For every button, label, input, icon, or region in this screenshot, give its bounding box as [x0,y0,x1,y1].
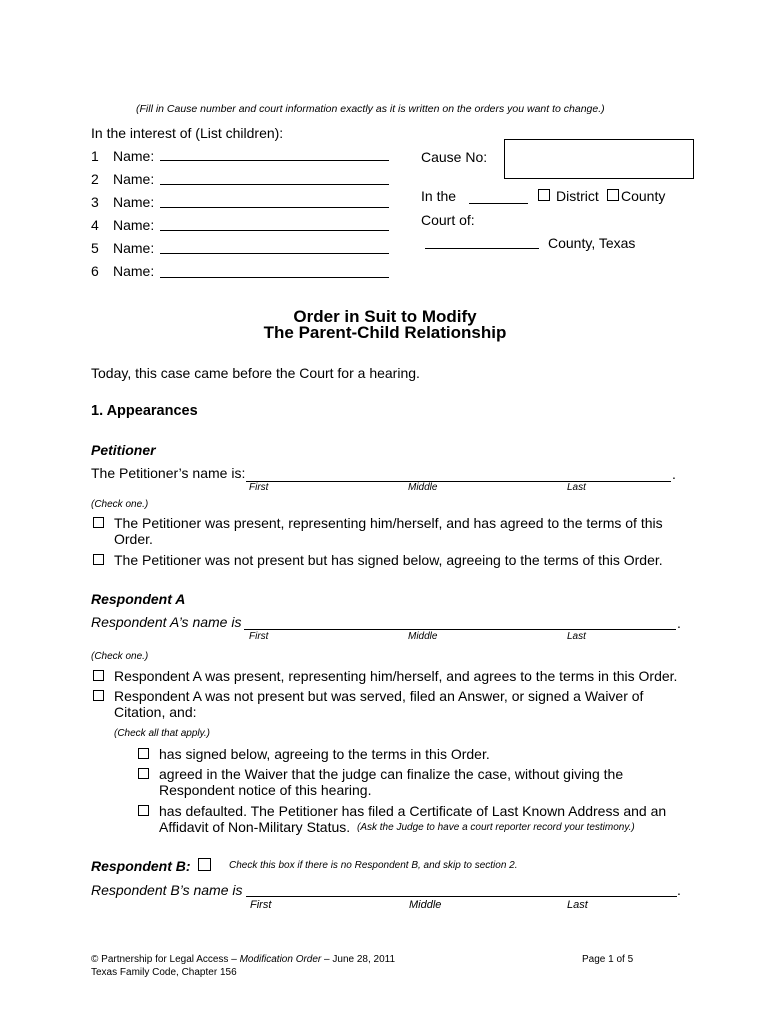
first-caption: First [250,899,272,911]
county-name-field[interactable] [425,248,539,249]
no-respondent-b-note: Check this box if there is no Respondent B, and skip to section 2. [229,860,518,871]
waiver-text: agreed in the Waiver that the judge can finalize the case, without giving the [159,766,624,782]
document-title-line2: The Parent-Child Relationship [263,323,507,342]
section-appearances-heading: 1. Appearances [91,403,198,419]
signed-below-checkbox[interactable] [138,748,149,759]
period: . [677,882,681,898]
waiver-checkbox[interactable] [138,768,149,779]
district-label: District [556,188,599,204]
defaulted-text-cont: Affidavit of Non-Military Status. [159,819,351,835]
child-number: 3 [91,194,99,210]
respondent-a-heading: Respondent A [91,591,186,607]
child-name-label: Name: [113,171,155,187]
child-number: 4 [91,217,99,233]
respondent-b-heading: Respondent B: [91,858,191,874]
waiver-text-cont: Respondent notice of this hearing. [159,782,372,798]
respondent-a-present-checkbox[interactable] [93,670,104,681]
middle-caption: Middle [408,631,438,642]
respondent-b-name-field[interactable] [246,896,677,897]
child-name-label: Name: [113,148,155,164]
intro-text: Today, this case came before the Court for a hearing. [91,365,420,381]
respondent-a-name-label: Respondent A’s name is [91,614,242,630]
petitioner-name-label: The Petitioner’s name is: [91,465,246,481]
signed-below-text: has signed below, agreeing to the terms in this Order. [159,746,490,762]
period: . [677,615,681,631]
respondent-b-name-label: Respondent B’s name is [91,882,243,898]
child-name-field[interactable] [160,207,389,208]
child-name-field[interactable] [160,230,389,231]
court-reporter-note: (Ask the Judge to have a court reporter record your testimony.) [357,822,635,833]
county-label: County [621,188,666,204]
instructions-note: (Fill in Cause number and court information exactly as it is written on the orders you want to change.) [136,103,605,115]
check-one-note: (Check one.) [91,651,149,662]
child-number: 2 [91,171,99,187]
last-caption: Last [567,631,586,642]
footer-doc-name: Modification Order [239,954,322,965]
child-number: 1 [91,148,99,164]
child-name-field[interactable] [160,277,389,278]
middle-caption: Middle [409,899,442,911]
child-name-label: Name: [113,240,155,256]
respondent-a-not-present-text: Respondent A was not present but was served, filed an Answer, or signed a Waiver of [114,688,644,704]
petitioner-present-text: The Petitioner was present, representing him/herself, and has agreed to the terms of this [114,515,663,531]
child-name-field[interactable] [160,253,389,254]
respondent-a-present-text: Respondent A was present, representing him/herself, and agrees to the terms in this Order. [114,668,678,684]
child-name-field[interactable] [160,184,389,185]
first-caption: First [249,631,269,642]
county-checkbox[interactable] [607,189,619,201]
check-one-note: (Check one.) [91,499,149,510]
middle-caption: Middle [408,482,438,493]
child-name-label: Name: [113,194,155,210]
in-the-label: In the [421,188,457,204]
court-number-field[interactable] [469,203,528,204]
cause-no-label: Cause No: [421,149,488,165]
period: . [672,466,676,482]
child-number: 5 [91,240,99,256]
petitioner-not-present-text: The Petitioner was not present but has signed below, agreeing to the terms of this Order. [114,552,663,568]
petitioner-present-checkbox[interactable] [93,517,104,528]
respondent-a-not-present-text-cont: Citation, and: [114,704,197,720]
petitioner-name-field[interactable] [246,481,671,482]
cause-no-field[interactable] [504,139,694,179]
last-caption: Last [567,899,588,911]
child-name-label: Name: [113,263,155,279]
page-number: Page 1 of 5 [582,954,634,965]
court-of-label: Court of: [421,212,475,228]
defaulted-text: has defaulted. The Petitioner has filed a Certificate of Last Known Address and an [159,803,667,819]
footer-copyright [91,954,395,965]
interest-label: In the interest of (List children): [91,125,284,141]
footer-date: – June 28, 2011 [321,954,396,965]
respondent-a-not-present-checkbox[interactable] [93,690,104,701]
defaulted-checkbox[interactable] [138,805,149,816]
check-all-note: (Check all that apply.) [114,728,210,739]
no-respondent-b-checkbox[interactable] [198,858,211,871]
petitioner-not-present-checkbox[interactable] [93,554,104,565]
first-caption: First [249,482,269,493]
county-texas-label: County, Texas [548,235,636,251]
child-name-field[interactable] [160,160,389,161]
last-caption: Last [567,482,586,493]
petitioner-heading: Petitioner [91,442,156,458]
child-number: 6 [91,263,99,279]
petitioner-present-text-cont: Order. [114,531,153,547]
footer-copyright-prefix: © Partnership for Legal Access – [91,954,240,965]
footer-code-reference: Texas Family Code, Chapter 156 [91,967,237,978]
respondent-a-name-field[interactable] [244,629,676,630]
district-checkbox[interactable] [538,189,550,201]
document-title-line1: Order in Suit to Modify [293,307,477,326]
child-name-label: Name: [113,217,155,233]
